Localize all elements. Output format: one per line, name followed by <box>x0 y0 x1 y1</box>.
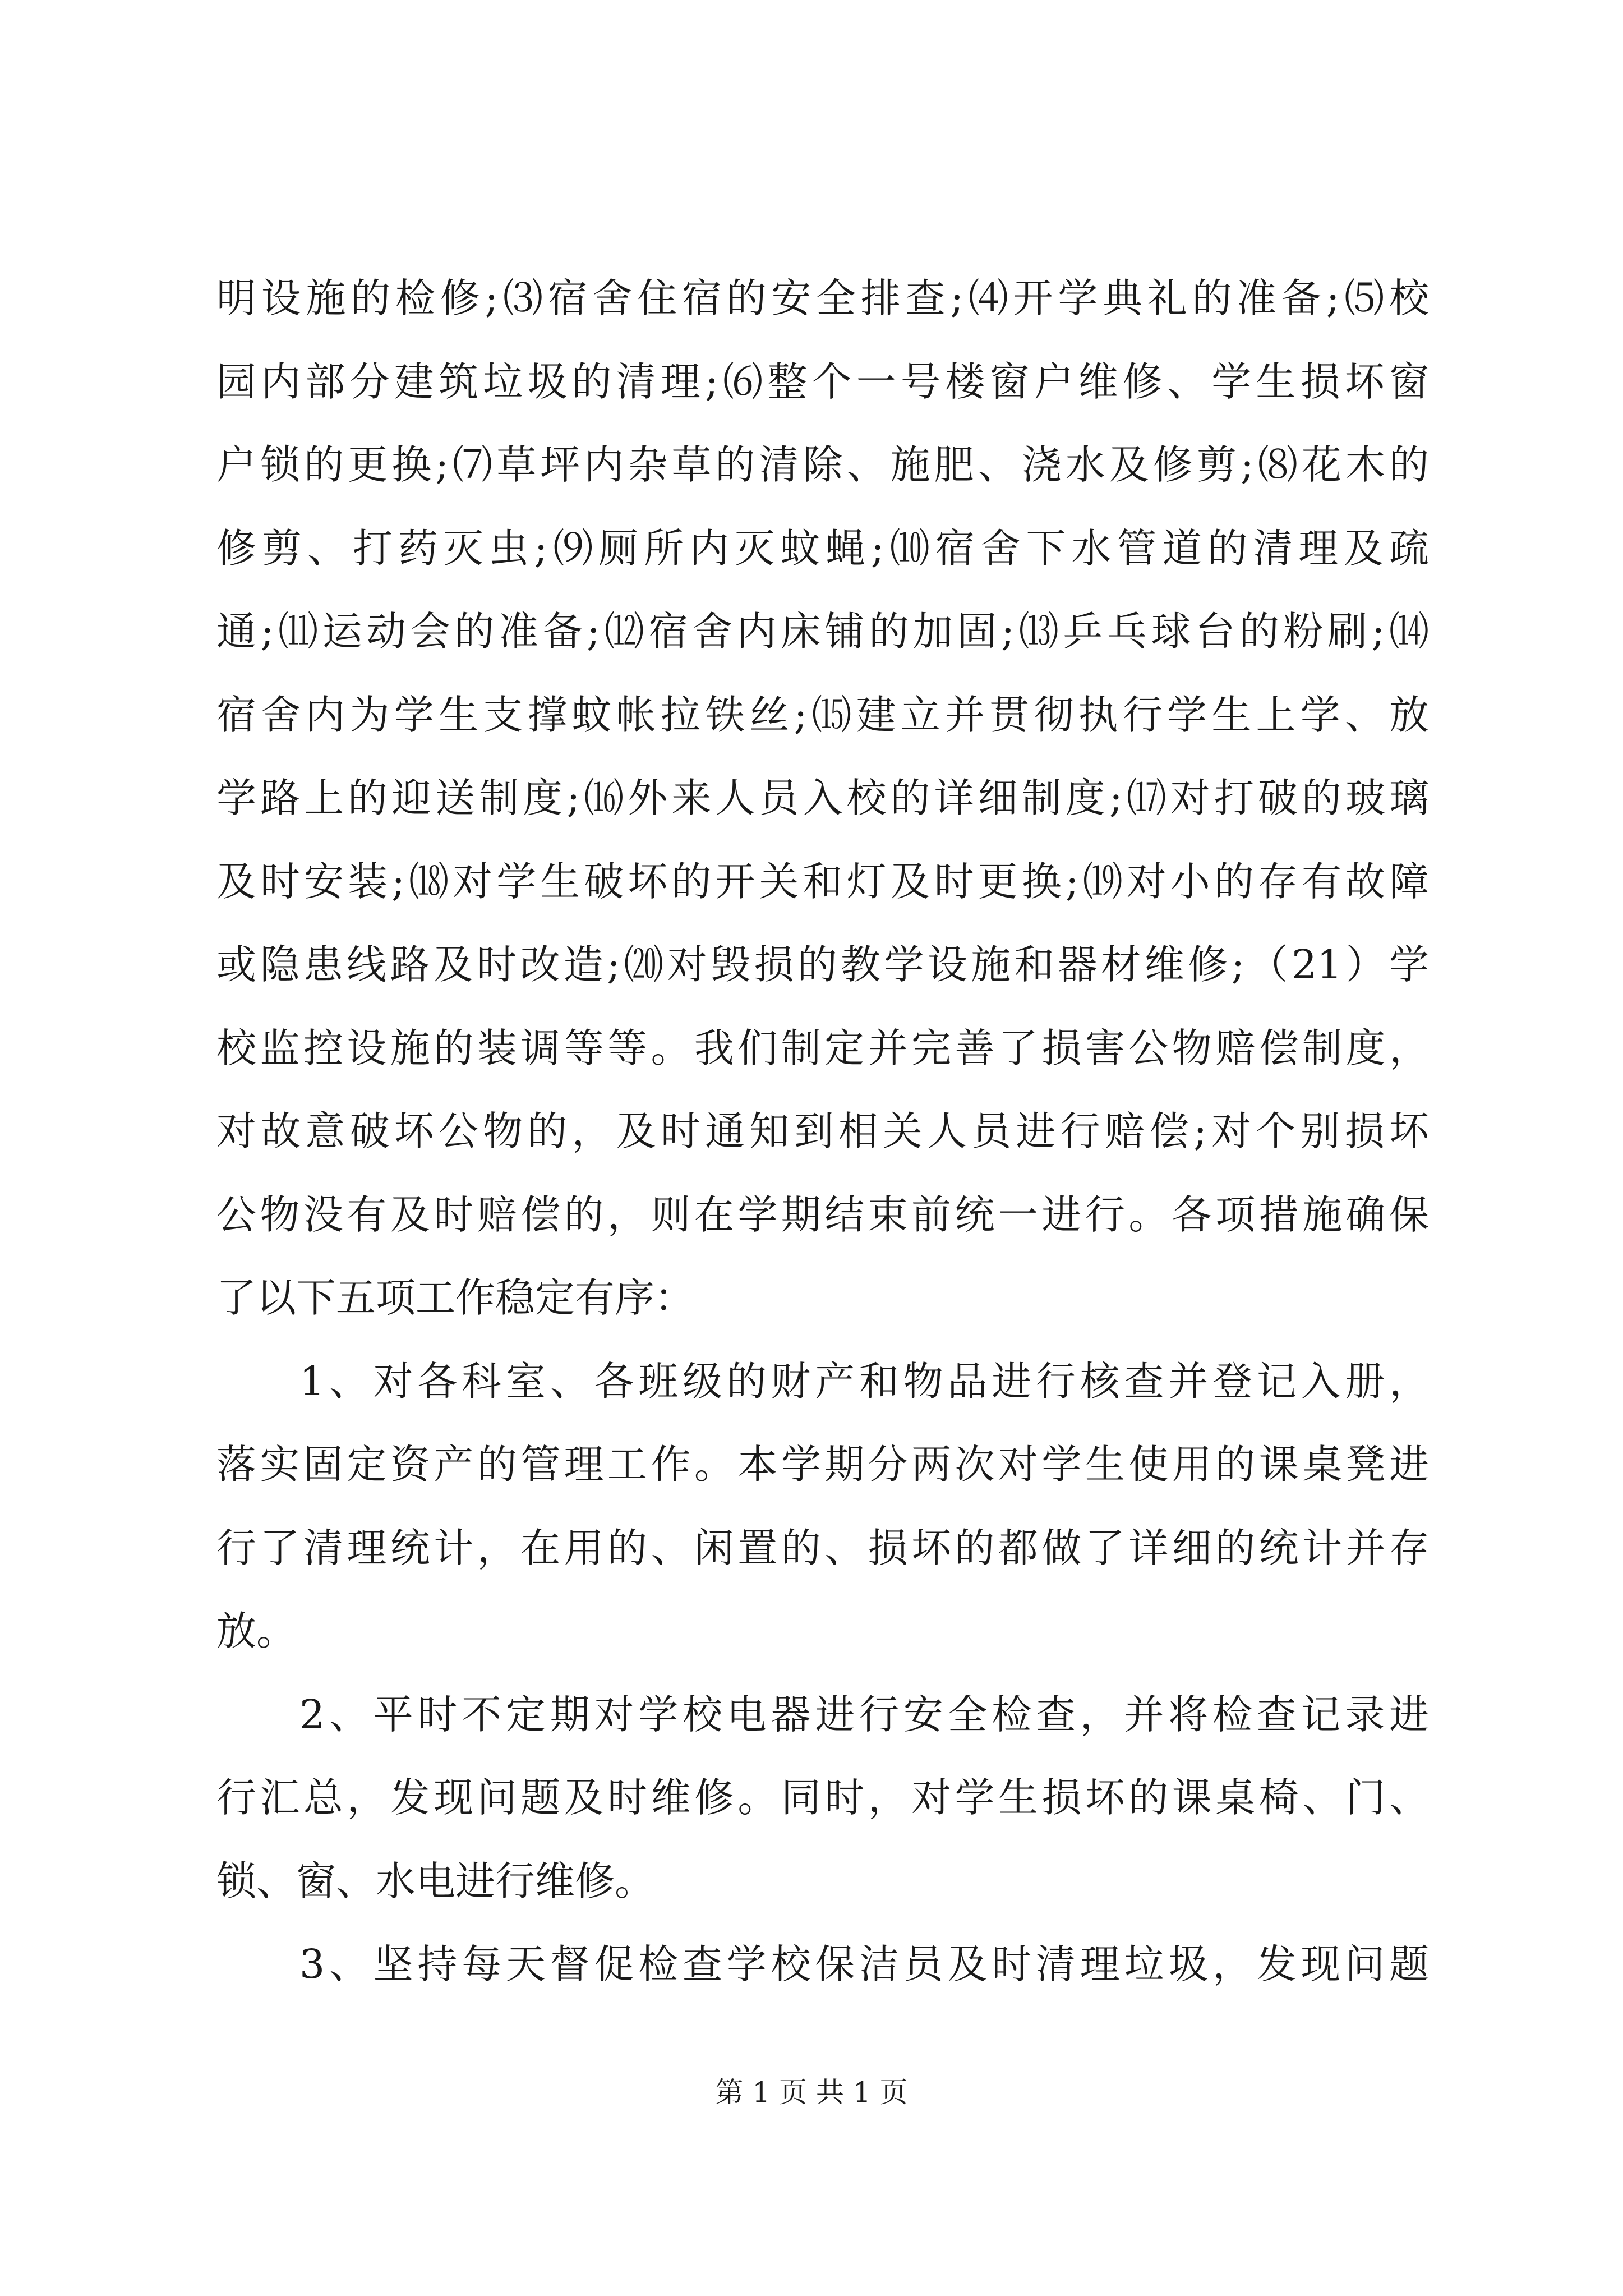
text-line: 通;⑾运动会的准备;⑿宿舍内床铺的加固;⒀乒乓球台的粉刷;⒁ <box>216 608 1429 655</box>
text-line: 学路上的迎送制度;⒃外来人员入校的详细制度;⒄对打破的玻璃 <box>216 775 1429 821</box>
text-line: 明设施的检修;⑶宿舍住宿的安全排查;⑷开学典礼的准备;⑸校 <box>216 275 1429 321</box>
text-line: 户锁的更换;⑺草坪内杂草的清除、施肥、浇水及修剪;⑻花木的 <box>216 441 1429 488</box>
text-line: 园内部分建筑垃圾的清理;⑹整个一号楼窗户维修、学生损坏窗 <box>216 358 1429 405</box>
text-line: 行汇总，发现问题及时维修。同时，对学生损坏的课桌椅、门、 <box>216 1774 1429 1821</box>
text-line: 放。 <box>216 1608 297 1654</box>
page-number-footer: 第 1 页 共 1 页 <box>715 2076 908 2109</box>
text-line: 或隐患线路及时改造;⒇对毁损的教学设施和器材维修;（21）学 <box>216 941 1429 988</box>
text-line: 2、平时不定期对学校电器进行安全检查，并将检查记录进 <box>299 1691 1429 1738</box>
text-line: 3、坚持每天督促检查学校保洁员及时清理垃圾，发现问题 <box>299 1941 1429 1987</box>
text-line: 落实固定资产的管理工作。本学期分两次对学生使用的课桌凳进 <box>216 1441 1429 1488</box>
text-line: 锁、窗、水电进行维修。 <box>216 1857 655 1904</box>
text-line: 1、对各科室、各班级的财产和物品进行核查并登记入册， <box>299 1358 1429 1405</box>
document-body <box>216 257 1429 2007</box>
text-line: 公物没有及时赔偿的，则在学期结束前统一进行。各项措施确保 <box>216 1191 1429 1238</box>
text-line: 校监控设施的装调等等。我们制定并完善了损害公物赔偿制度， <box>216 1024 1429 1071</box>
text-line: 对故意破坏公物的，及时通知到相关人员进行赔偿;对个别损坏 <box>216 1108 1429 1154</box>
text-line: 行了清理统计，在用的、闲置的、损坏的都做了详细的统计并存 <box>216 1524 1429 1571</box>
text-line: 宿舍内为学生支撑蚊帐拉铁丝;⒂建立并贯彻执行学生上学、放 <box>216 691 1429 738</box>
text-line: 修剪、打药灭虫;⑼厕所内灭蚊蝇;⑽宿舍下水管道的清理及疏 <box>216 524 1429 572</box>
text-line: 及时安装;⒅对学生破坏的开关和灯及时更换;⒆对小的存有故障 <box>216 858 1429 905</box>
text-line: 了以下五项工作稳定有序： <box>216 1274 695 1321</box>
